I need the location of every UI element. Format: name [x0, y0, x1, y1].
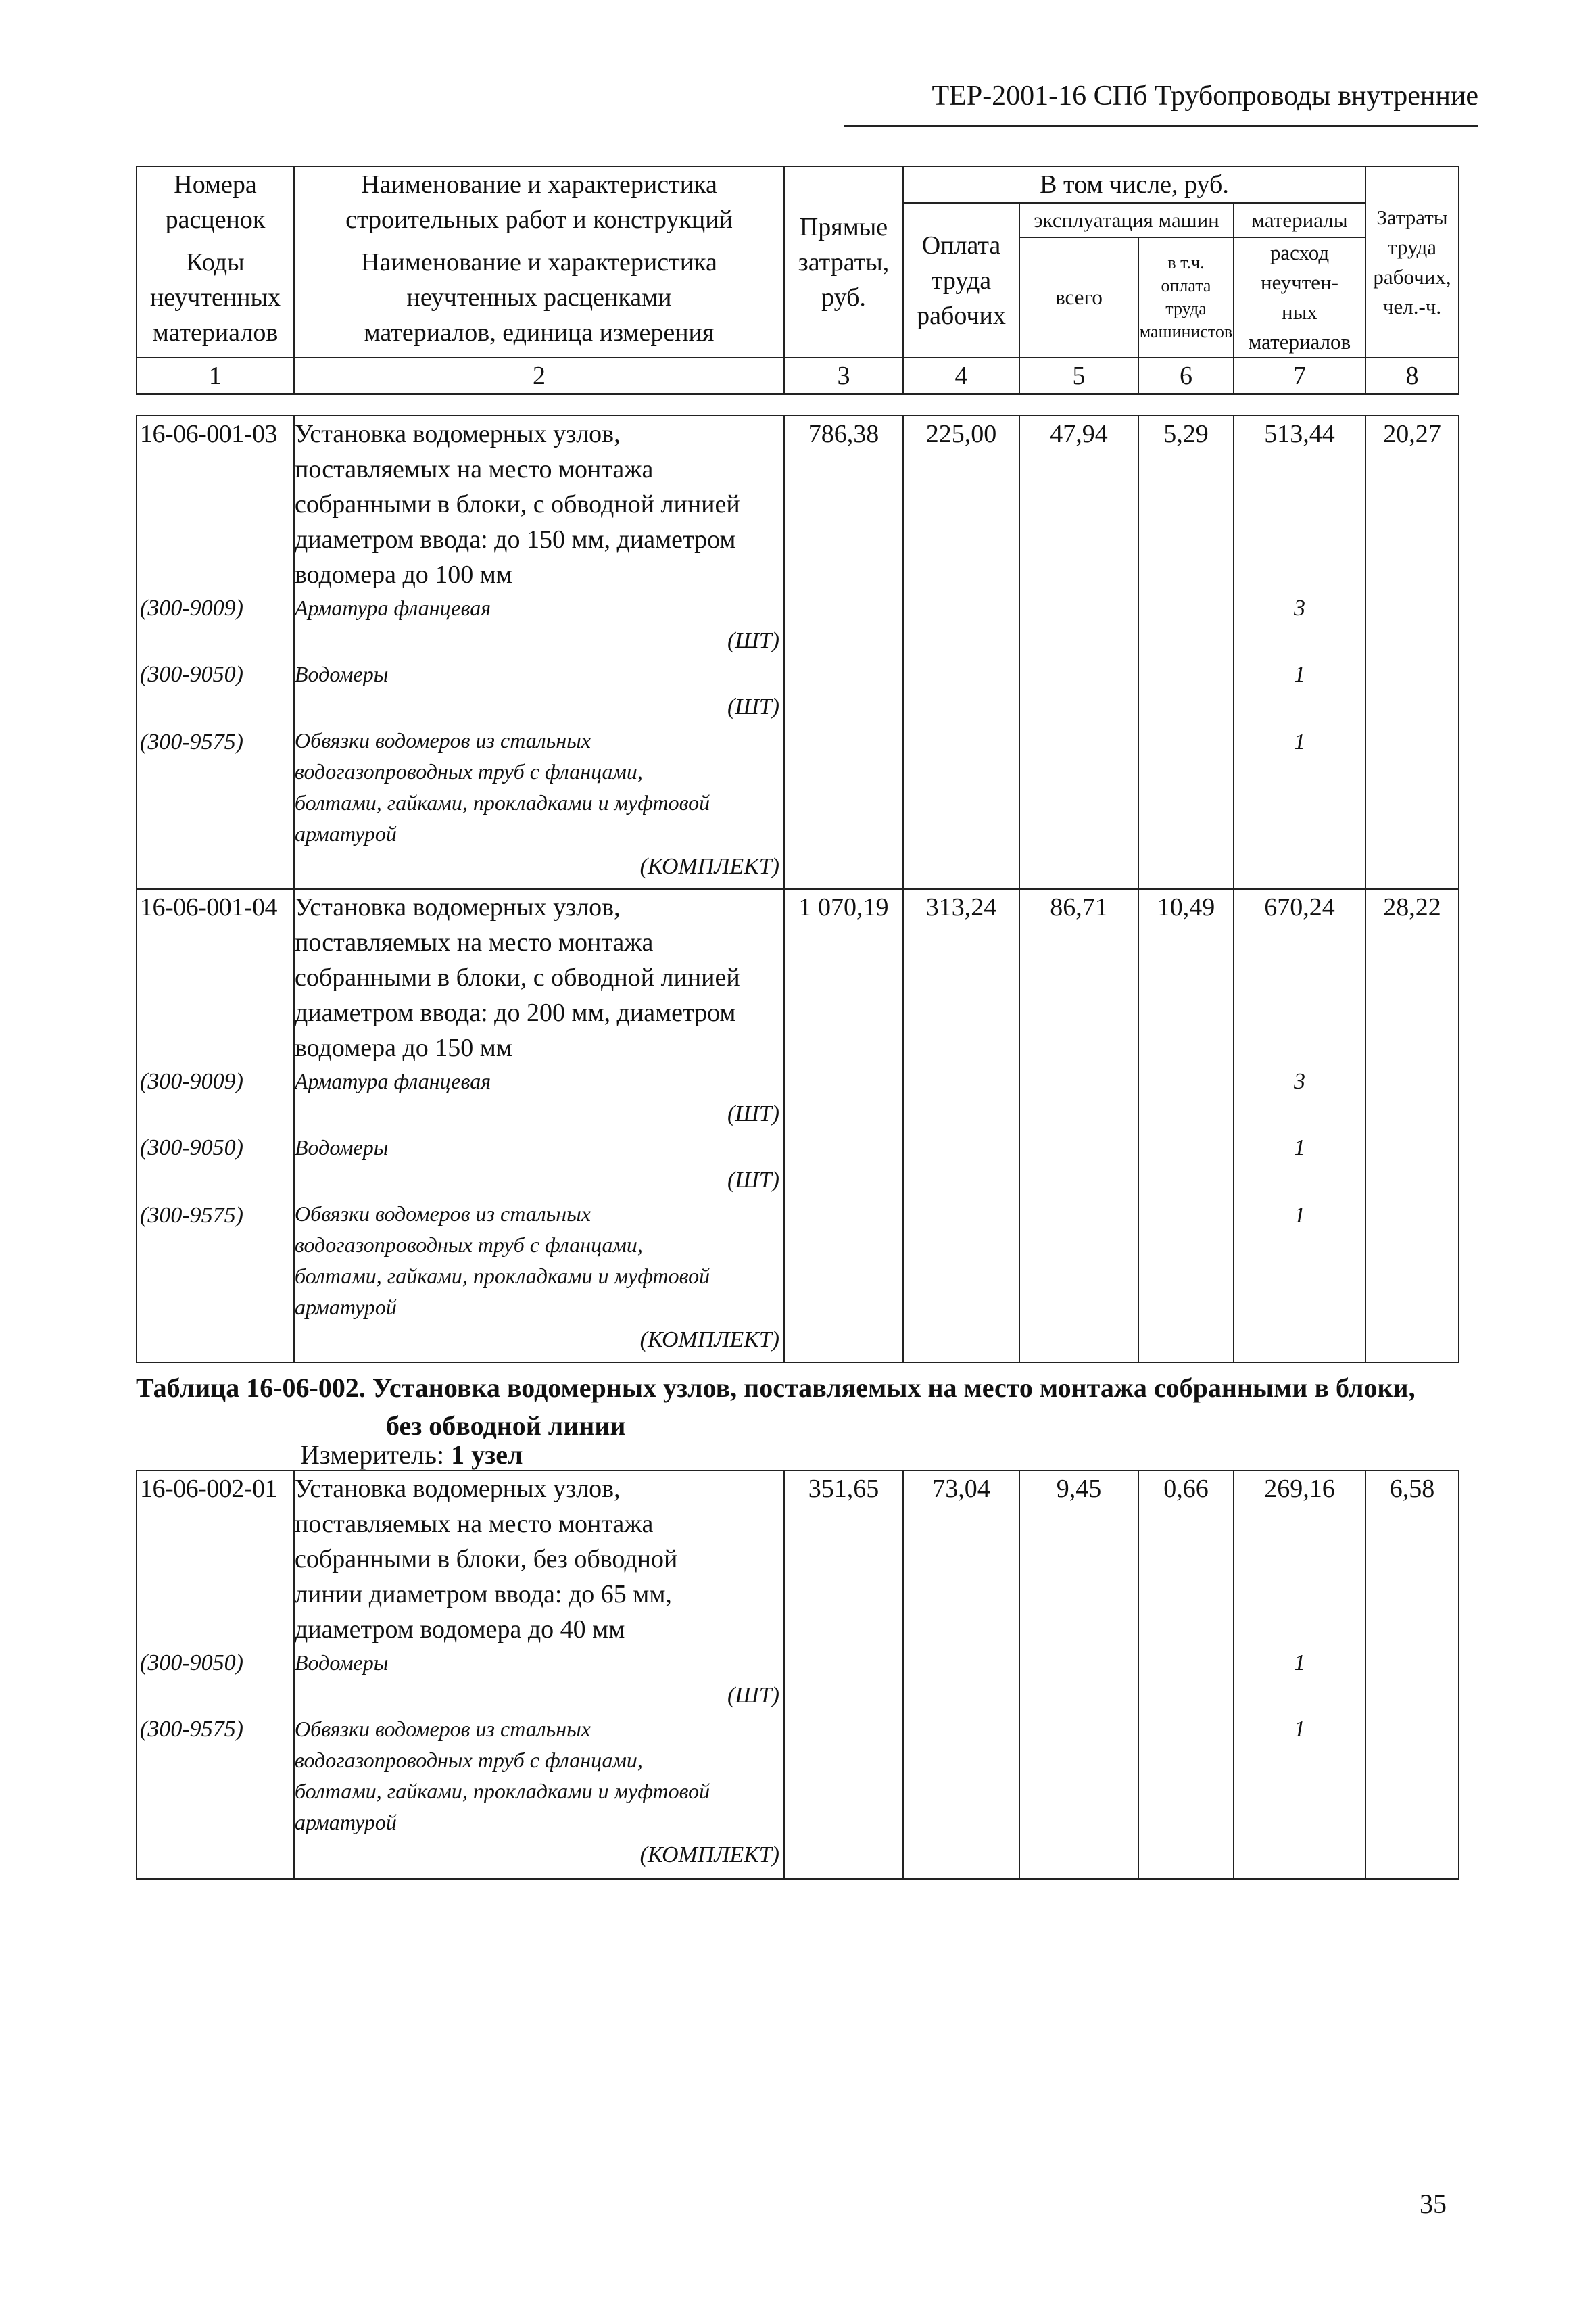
rate-code-cell — [137, 1471, 294, 1879]
direct-costs-value: 786,38 — [784, 416, 903, 889]
machinist-pay-value: 10,49 — [1138, 889, 1234, 1362]
header-materials: материалы — [1234, 203, 1365, 237]
rate-code: 16-06-002-01 — [140, 1475, 277, 1503]
column-number: 5 — [1019, 358, 1138, 394]
table-row — [137, 889, 1459, 1362]
header-machinist-pay: в т.ч. оплата труда машинистов — [1138, 237, 1234, 358]
material-name: Обвязки водомеров из стальных — [295, 1717, 591, 1741]
material-name: Арматура фланцевая — [295, 596, 491, 620]
material-qty: 3 — [1294, 1069, 1305, 1094]
rate-code: 16-06-001-03 — [140, 420, 277, 448]
labor-hours-value: 6,58 — [1365, 1471, 1459, 1879]
page-number: 35 — [1420, 2189, 1447, 2219]
rate-description: Установка водомерных узлов, поставляемых на место монтажа собранными в блоки, без обводной линии диаметром ввода: до 65 мм, диаметром водомера до 40 мм Водомеры (ШТ) Обвязки водомеров из стальных водогазопроводных труб с фланцами, болтами, гайками, прокладками и муфтовой арматурой (КОМПЛЕКТ) — [294, 1471, 784, 1879]
material-qty: 1 — [1294, 730, 1305, 755]
table-row — [137, 416, 1459, 889]
material-unit: (КОМПЛЕКТ) — [639, 1842, 779, 1867]
header-group-including: В том числе, руб. — [903, 166, 1365, 203]
direct-costs-value: 351,65 — [784, 1471, 903, 1879]
material-unit: (ШТ) — [727, 694, 779, 719]
material-code: (300-9575) — [140, 1203, 243, 1228]
worker-pay-value: 313,24 — [903, 889, 1019, 1362]
header-machine-operation: эксплуатация машин — [1019, 203, 1234, 237]
header-material-codes: Коды неучтенных материалов — [137, 237, 294, 358]
material-code: (300-9050) — [140, 662, 243, 687]
worker-pay-value: 73,04 — [903, 1471, 1019, 1879]
labor-hours-value: 20,27 — [1365, 416, 1459, 889]
material-qty: 1 — [1294, 662, 1305, 687]
column-number: 6 — [1138, 358, 1234, 394]
direct-costs-value: 1 070,19 — [784, 889, 903, 1362]
material-code: (300-9009) — [140, 1069, 243, 1094]
machinist-pay-value: 0,66 — [1138, 1471, 1234, 1879]
material-name: Арматура фланцевая — [295, 1069, 491, 1093]
column-number: 7 — [1234, 358, 1365, 394]
material-code: (300-9050) — [140, 1650, 243, 1675]
column-number: 1 — [137, 358, 294, 394]
material-unit: (ШТ) — [727, 1168, 779, 1193]
machine-total-value: 9,45 — [1019, 1471, 1138, 1879]
material-unit: (КОМПЛЕКТ) — [639, 854, 779, 879]
labor-hours-value: 28,22 — [1365, 889, 1459, 1362]
materials-value: 670,24 3 1 1 — [1234, 889, 1365, 1362]
materials-value: 513,44 3 1 1 — [1234, 416, 1365, 889]
machinist-pay-value: 5,29 — [1138, 416, 1234, 889]
material-name: Водомеры — [295, 1650, 389, 1675]
material-code: (300-9575) — [140, 1717, 243, 1742]
material-unit: (ШТ) — [727, 628, 779, 653]
rates-table-002 — [136, 1470, 1459, 1880]
rates-table-001 — [136, 415, 1459, 1363]
material-unit: (КОМПЛЕКТ) — [639, 1327, 779, 1352]
column-header-table — [136, 166, 1459, 395]
material-qty: 1 — [1294, 1717, 1305, 1742]
material-name: Водомеры — [295, 662, 389, 686]
material-name: Обвязки водомеров из стальных — [295, 728, 591, 753]
material-code: (300-9575) — [140, 730, 243, 755]
header-rate-numbers: Номера расценок — [137, 166, 294, 237]
measure-unit: Измеритель: 1 узел — [300, 1439, 523, 1470]
rate-code: 16-06-001-04 — [140, 893, 277, 922]
page-header-title: ТЕР-2001-16 СПб Трубопроводы внутренние — [932, 80, 1478, 112]
rate-code-cell — [137, 416, 294, 889]
header-worker-pay: Оплата труда рабочих — [903, 203, 1019, 358]
material-qty: 3 — [1294, 596, 1305, 621]
header-work-name: Наименование и характеристика строительных работ и конструкций — [294, 166, 784, 237]
column-number: 4 — [903, 358, 1019, 394]
material-qty: 1 — [1294, 1135, 1305, 1160]
material-unit: (ШТ) — [727, 1101, 779, 1126]
material-qty: 1 — [1294, 1650, 1305, 1675]
worker-pay-value: 225,00 — [903, 416, 1019, 889]
column-number: 3 — [784, 358, 903, 394]
machine-total-value: 47,94 — [1019, 416, 1138, 889]
header-labor-hours: Затраты труда рабочих, чел.-ч. — [1365, 166, 1459, 358]
column-number: 8 — [1365, 358, 1459, 394]
material-unit: (ШТ) — [727, 1683, 779, 1708]
machine-total-value: 86,71 — [1019, 889, 1138, 1362]
table-caption: Таблица 16-06-002. Установка водомерных узлов, поставляемых на место монтажа собранными в блоки, без обводной линии — [136, 1373, 1416, 1441]
material-code: (300-9050) — [140, 1135, 243, 1160]
material-code: (300-9009) — [140, 596, 243, 621]
header-direct-costs: Прямые затраты, руб. — [784, 166, 903, 358]
rate-description: Установка водомерных узлов, поставляемых на место монтажа собранными в блоки, с обводной линией диаметром ввода: до 150 мм, диаметром водомера до 100 мм Арматура фланцевая (ШТ) Водомеры (ШТ) Обвязки водомеров из стальных водогазопроводных труб с фланцами, болтами, гайками, прокладками и муфтовой арматурой (КОМПЛЕКТ) — [294, 416, 784, 889]
material-name: Водомеры — [295, 1135, 389, 1160]
column-number: 2 — [294, 358, 784, 394]
header-material-name: Наименование и характеристика неучтенных расценками материалов, единица измерения — [294, 237, 784, 358]
materials-value: 269,16 1 1 — [1234, 1471, 1365, 1879]
material-qty: 1 — [1294, 1203, 1305, 1228]
table-row — [137, 1471, 1459, 1879]
material-name: Обвязки водомеров из стальных — [295, 1201, 591, 1226]
rate-description: Установка водомерных узлов, поставляемых на место монтажа собранными в блоки, с обводной линией диаметром ввода: до 200 мм, диаметром водомера до 150 мм Арматура фланцевая (ШТ) Водомеры (ШТ) Обвязки водомеров из стальных водогазопроводных труб с фланцами, болтами, гайками, прокладками и муфтовой арматурой (КОМПЛЕКТ) — [294, 889, 784, 1362]
rate-code-cell — [137, 889, 294, 1362]
header-machine-total: всего — [1019, 237, 1138, 358]
header-rule — [844, 125, 1478, 127]
header-unaccounted-materials: расход неучтен- ных материалов — [1234, 237, 1365, 358]
